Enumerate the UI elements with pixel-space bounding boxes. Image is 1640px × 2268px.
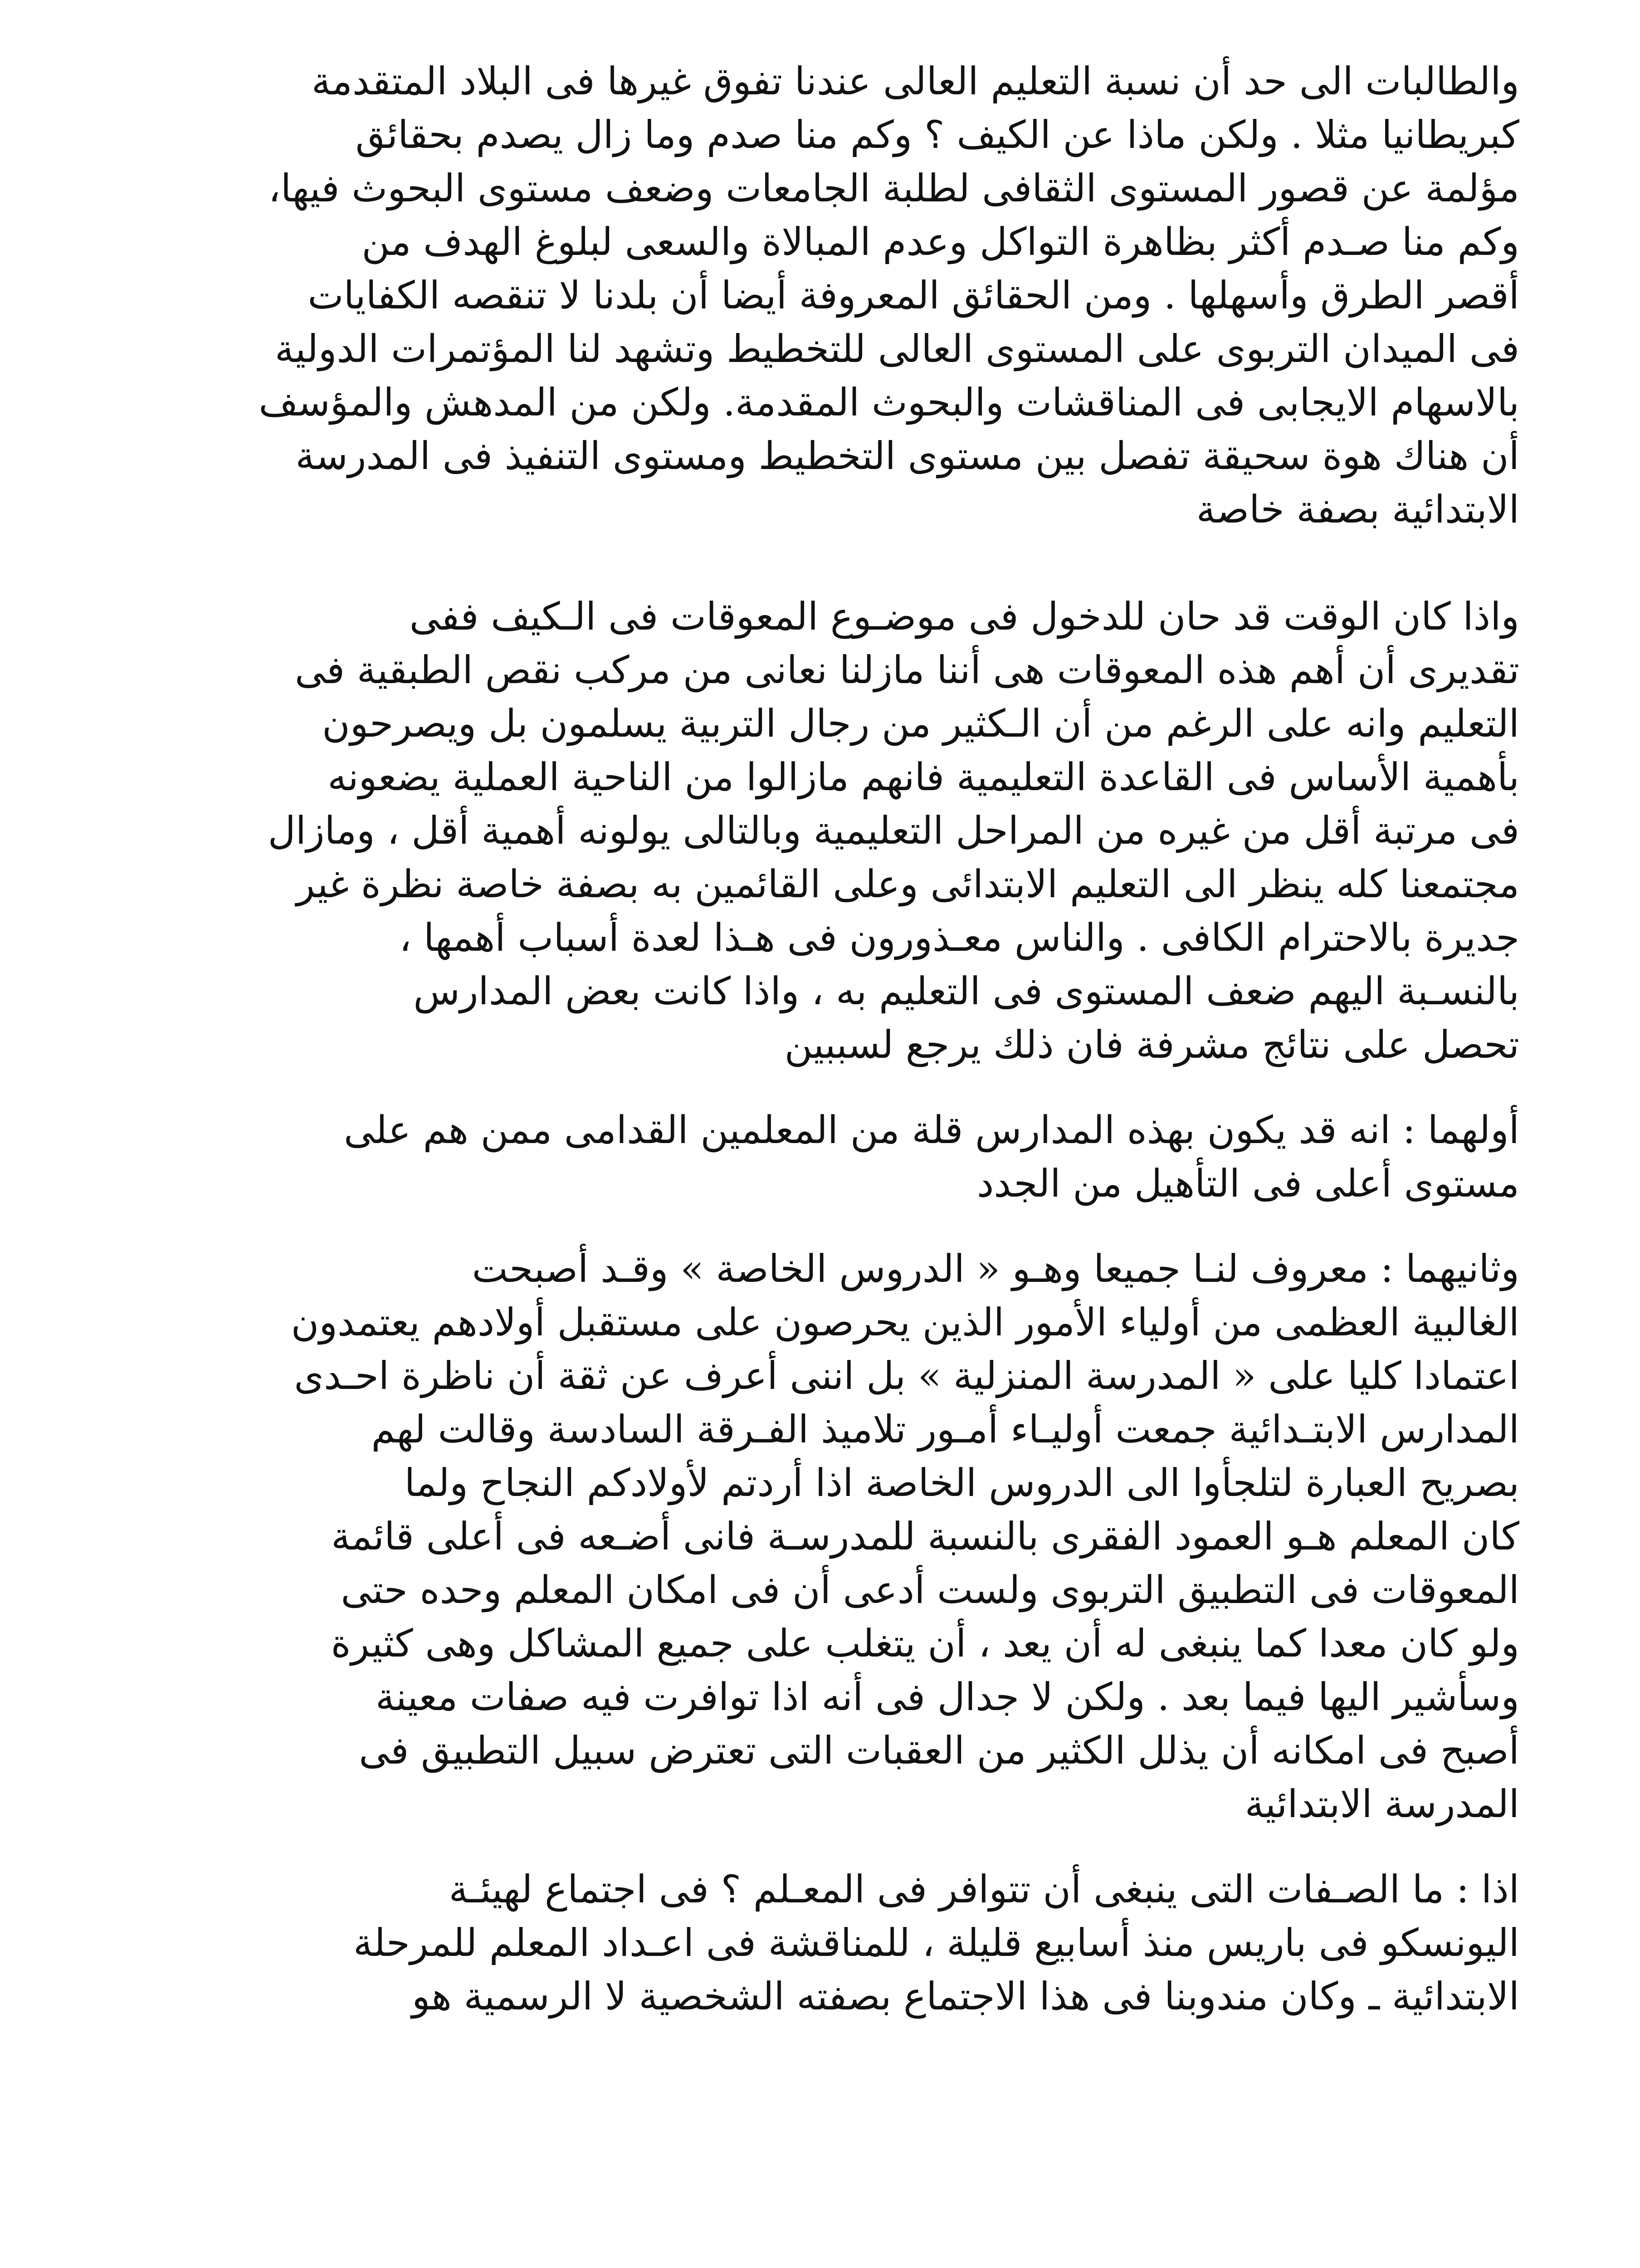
document-page xyxy=(122,54,1519,2023)
paragraph-2 xyxy=(122,590,1519,1071)
paragraph-spacer xyxy=(122,536,1519,590)
text-line: كان المعلم هـو العمود الفقرى بالنسبة للمدرسـة فانى أضـعه فى أعلى قائمة xyxy=(331,1514,1519,1559)
text-line: وكم منا صـدم أكثر بظاهرة التواكل وعدم المبالاة والسعى لبلوغ الهدف من xyxy=(361,220,1519,264)
text-line: بالنسـبة اليهم ضعف المستوى فى التعليم به ، واذا كانت بعض المدارس xyxy=(413,969,1519,1013)
text-line: تقديرى أن أهم هذه المعوقات هى أننا مازلنا نعانى من مركب نقص الطبقية فى xyxy=(294,648,1519,692)
text-line: الابتدائية ـ وكان مندوبنا فى هذا الاجتماع بصفته الشخصية لا الرسمية هو xyxy=(412,1974,1519,2019)
text-line: فى مرتبة أقل من غيره من المراحل التعليمية وبالتالى يولونه أهمية أقل ، ومازال xyxy=(268,808,1519,853)
text-line: اعتمادا كليا على « المدرسة المنزلية » بل اننى أعرف عن ثقة أن ناظرة احـدى xyxy=(294,1354,1519,1398)
text-line: الغالبية العظمى من أولياء الأمور الذين يحرصون على مستقبل أولادهم يعتمدون xyxy=(291,1300,1519,1344)
text-line: المعوقات فى التطبيق التربوى ولست أدعى أن فى امكان المعلم وحده حتى xyxy=(341,1568,1519,1612)
text-line: وثانيهما : معروف لنـا جميعا وهـو « الدروس الخاصة » وقـد أصبحت xyxy=(472,1246,1519,1291)
text-line: المدرسة الابتدائية xyxy=(1245,1782,1519,1826)
text-line: واذا كان الوقت قد حان للدخول فى موضـوع المعوقات فى الـكيف ففى xyxy=(409,594,1519,639)
paragraph-4 xyxy=(122,1242,1519,1831)
text-line: فى الميدان التربوى على المستوى العالى للتخطيط وتشهد لنا المؤتمرات الدولية xyxy=(274,327,1519,371)
text-line: وسأشير اليها فيما بعد . ولكن لا جدال فى أنه اذا توافرت فيه صفات معينة xyxy=(375,1675,1519,1719)
text-line: أن هناك هوة سحيقة تفصل بين مستوى التخطيط ومستوى التنفيذ فى المدرسة xyxy=(295,434,1519,478)
text-line: الابتدائية بصفة خاصة xyxy=(1196,487,1519,532)
paragraph-spacer xyxy=(122,1831,1519,1862)
paragraph-5 xyxy=(122,1862,1519,2023)
text-line: تحصل على نتائج مشرفة فان ذلك يرجع لسببين xyxy=(784,1022,1519,1067)
text-line: والطالبات الى حد أن نسبة التعليم العالى عندنا تفوق غيرها فى البلاد المتقدمة xyxy=(311,59,1519,103)
text-line: المدارس الابتـدائية جمعت أوليـاء أمـور تلاميذ الفـرقة السادسة وقالت لهم xyxy=(371,1407,1519,1452)
text-line: جديرة بالاحترام الكافى . والناس معـذورون فى هـذا لعدة أسباب أهمها ، xyxy=(399,915,1519,960)
text-line: اذا : ما الصـفات التى ينبغى أن تتوافر فى المعـلم ؟ فى اجتماع لهيئـة xyxy=(449,1867,1519,1911)
paragraph-spacer xyxy=(122,1210,1519,1242)
text-line: مجتمعنا كله ينظر الى التعليم الابتدائى وعلى القائمين به بصفة خاصة نظرة غير xyxy=(296,862,1519,906)
text-line: بصريح العبارة لتلجأوا الى الدروس الخاصة اذا أردتم لأولادكم النجاح ولما xyxy=(404,1461,1519,1505)
text-line: أصبح فى امكانه أن يذلل الكثير من العقبات التى تعترض سبيل التطبيق فى xyxy=(359,1728,1519,1773)
text-line: مؤلمة عن قصور المستوى الثقافى لطلبة الجامعات وضعف مستوى البحوث فيها، xyxy=(268,166,1519,210)
text-line: بالاسهام الايجابى فى المناقشات والبحوث المقدمة. ولكن من المدهش والمؤسف xyxy=(259,380,1519,425)
paragraph-1 xyxy=(122,54,1519,536)
paragraph-spacer xyxy=(122,1071,1519,1103)
text-line: بأهمية الأساس فى القاعدة التعليمية فانهم مازالوا من الناحية العملية يضعونه xyxy=(327,755,1519,799)
text-line: اليونسكو فى باريس منذ أسابيع قليلة ، للمناقشة فى اعـداد المعلم للمرحلة xyxy=(353,1921,1519,1965)
text-line: ولو كان معدا كما ينبغى له أن يعد ، أن يتغلب على جميع المشاكل وهى كثيرة xyxy=(331,1621,1519,1666)
text-line: كبريطانيا مثلا . ولكن ماذا عن الكيف ؟ وكم منا صدم وما زال يصدم بحقائق xyxy=(355,112,1519,157)
text-line: مستوى أعلى فى التأهيل من الجدد xyxy=(976,1161,1519,1206)
paragraph-3 xyxy=(122,1103,1519,1210)
text-line: أولهما : انه قد يكون بهذه المدارس قلة من المعلمين القدامى ممن هم على xyxy=(344,1108,1519,1152)
text-line: أقصر الطرق وأسهلها . ومن الحقائق المعروفة أيضا أن بلدنا لا تنقصه الكفايات xyxy=(308,273,1519,318)
text-line: التعليم وانه على الرغم من أن الـكثير من رجال التربية يسلمون بل ويصرحون xyxy=(322,701,1519,746)
